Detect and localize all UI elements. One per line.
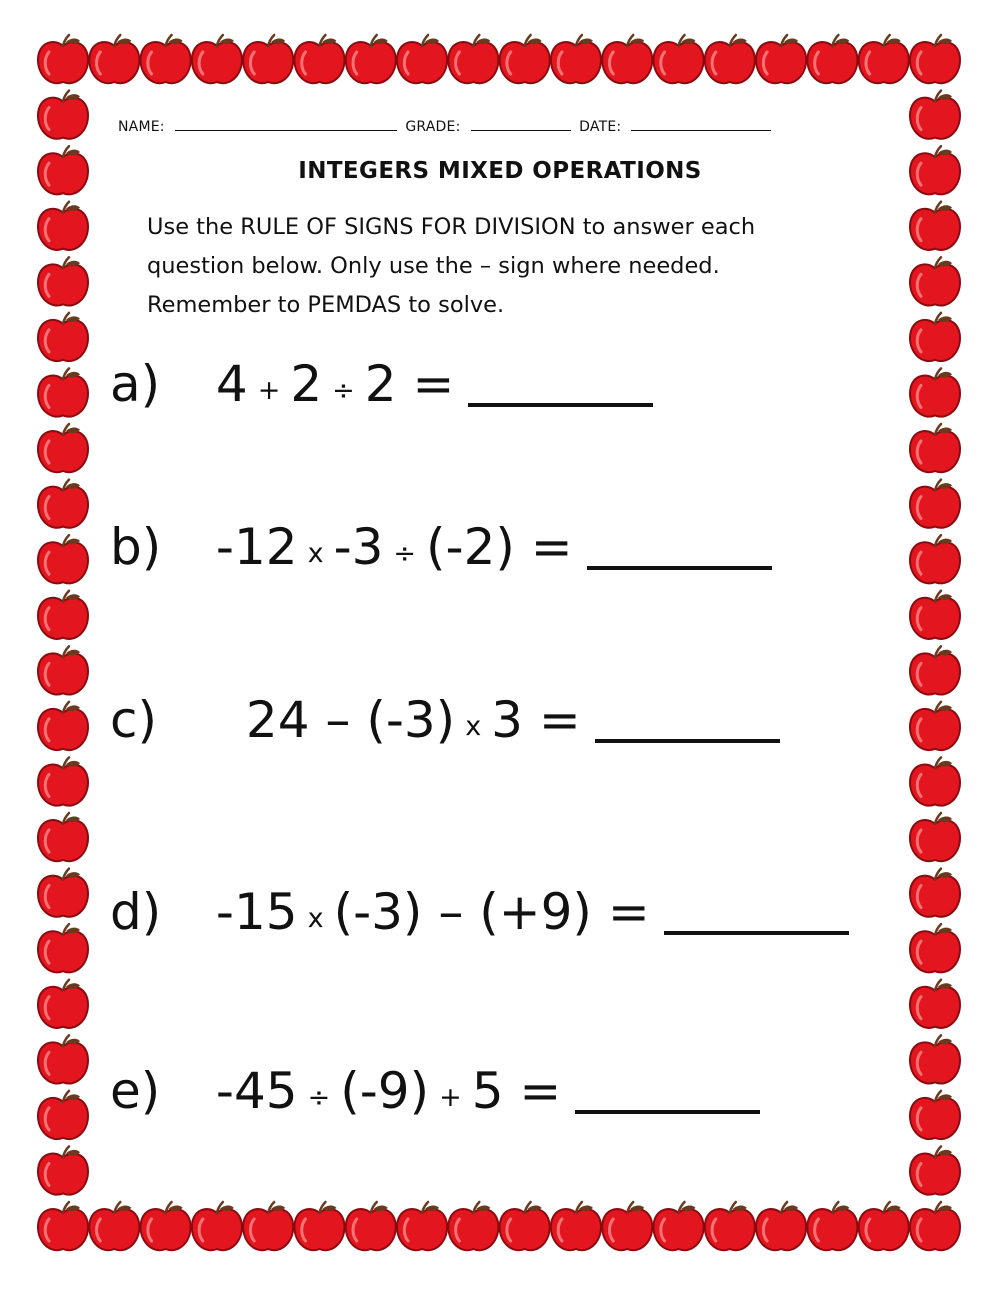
problem-a (110, 354, 653, 421)
operand: (-2) = (426, 518, 573, 576)
operand: -12 (215, 518, 298, 576)
operand: 2 (290, 355, 323, 413)
times-sign: x (307, 903, 324, 934)
problem-label: a) (110, 355, 161, 413)
operand: 4 (215, 355, 248, 413)
problem-c (110, 690, 780, 757)
problem-b (110, 517, 772, 584)
divide-sign: ÷ (393, 538, 417, 569)
problem-label: d) (110, 883, 162, 941)
problem-label: c) (110, 691, 157, 749)
operand: 24 – (-3) (245, 691, 456, 749)
operand: 2 = (364, 355, 455, 413)
times-sign: x (465, 711, 482, 742)
plus-sign: + (439, 1082, 462, 1113)
divide-sign: ÷ (332, 375, 355, 406)
answer-blank[interactable] (595, 695, 780, 743)
answer-blank[interactable] (587, 522, 772, 570)
operand: -3 (333, 518, 384, 576)
operand: (-9) (340, 1062, 430, 1120)
header-fields (118, 118, 775, 135)
problem-label: e) (110, 1062, 161, 1120)
instruction-line: question below. Only use the – sign where needed. (147, 253, 720, 279)
instruction-line: Use the RULE OF SIGNS FOR DIVISION to answer each (147, 214, 756, 240)
date-label: DATE: (579, 119, 622, 135)
answer-blank[interactable] (468, 359, 653, 407)
grade-field[interactable] (471, 118, 571, 131)
plus-sign: + (257, 375, 281, 406)
times-sign: x (307, 538, 324, 569)
problem-d (110, 882, 849, 949)
problem-label: b) (110, 518, 162, 576)
page-title: INTEGERS MIXED OPERATIONS (298, 158, 702, 184)
operand: -45 (215, 1062, 298, 1120)
operand: -15 (215, 883, 298, 941)
instruction-line: Remember to PEMDAS to solve. (147, 292, 505, 318)
grade-label: GRADE: (405, 119, 461, 135)
instructions (147, 208, 877, 325)
operand: 5 = (471, 1062, 562, 1120)
date-field[interactable] (631, 118, 771, 131)
answer-blank[interactable] (575, 1066, 760, 1114)
divide-sign: ÷ (307, 1082, 331, 1113)
problem-e (110, 1061, 760, 1128)
operand: (-3) – (+9) = (333, 883, 650, 941)
answer-blank[interactable] (664, 887, 849, 935)
operand: 3 = (491, 691, 581, 749)
name-field[interactable] (175, 118, 397, 131)
name-label: NAME: (118, 119, 165, 135)
